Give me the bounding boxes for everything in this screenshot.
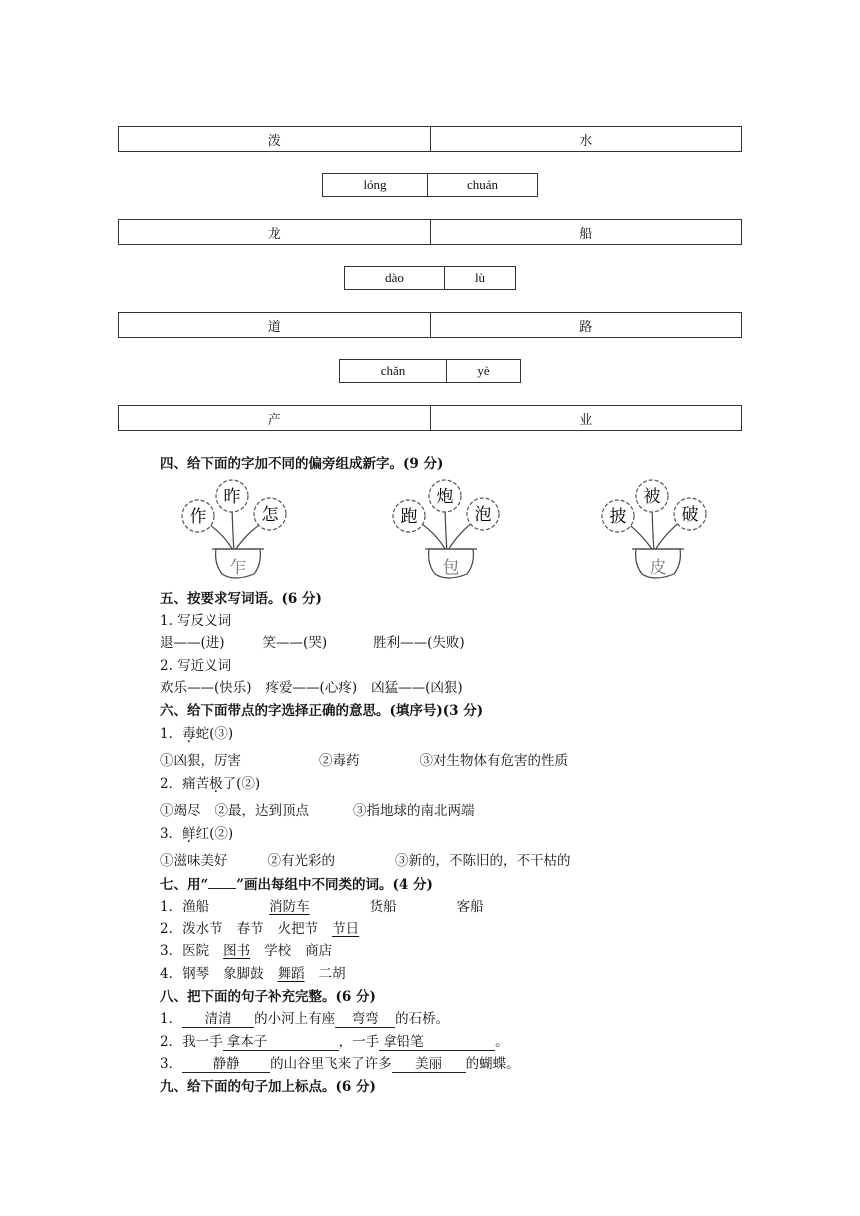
section-5-sub2: 2. 写近义词 (160, 658, 232, 674)
options-6-2: ①竭尽 ②最，达到顶点 ③指地球的南北两端 (160, 803, 475, 819)
sentence-8-1: 1． 清清 的小河上有座 弯弯 的石桥。 (160, 1011, 450, 1027)
flower-char: 昨 (223, 487, 241, 507)
char-cell: 泼 (267, 133, 281, 149)
flower-char: 作 (189, 507, 207, 527)
question-6-3: 3．鲜红(②) (160, 826, 234, 842)
pinyin-cell: chǎn (380, 363, 406, 378)
char-cell: 船 (430, 220, 742, 244)
pinyin-cell: lù (444, 267, 515, 289)
synonym-item: 凶猛——(凶狠) (371, 680, 463, 696)
fill-blank: 弯弯 (335, 1011, 395, 1028)
fill-blank: 美丽 (392, 1056, 466, 1073)
group-7-1: 1．渔船 消防车 货船 客船 (160, 899, 484, 915)
fill-blank: 清清 (182, 1011, 254, 1028)
char-cell: 道 (267, 319, 281, 335)
antonym-row (160, 633, 465, 653)
vase-base-char: 乍 (229, 558, 247, 578)
fill-blank: 拿铅笔 (379, 1034, 495, 1051)
vase-base-char: 包 (442, 558, 460, 578)
underlined-word: 节日 (332, 921, 360, 937)
dotted-char: 极 (209, 776, 223, 792)
flower-vase-3 (596, 476, 726, 586)
flower-vase-2 (387, 476, 517, 586)
char-cell: 产 (267, 412, 281, 428)
sentence-8-2: 2．我一手 拿本子 ，一手 拿铅笔 。 (160, 1034, 509, 1050)
pinyin-cell: chuán (427, 174, 537, 196)
options-6-3: ①滋味美好 ②有光彩的 ③新的，不陈旧的，不干枯的 (160, 853, 571, 869)
question-6-1: 1．毒蛇(③) (160, 726, 234, 742)
fill-blank: 拿本子 (223, 1034, 339, 1051)
underlined-word: 消防车 (269, 899, 310, 915)
char-box-row-1 (118, 126, 742, 152)
char-cell: 龙 (267, 226, 281, 242)
dotted-char: 鲜 (182, 826, 196, 842)
flower-char: 跑 (400, 507, 418, 527)
underlined-word: 舞蹈 (277, 966, 305, 982)
antonym-item: 退——(进) (160, 635, 225, 651)
pinyin-cell: lóng (363, 177, 387, 192)
dotted-char: 毒 (182, 726, 196, 742)
sentence-8-3: 3． 静静 的山谷里飞来了许多 美丽 的蝴蝶。 (160, 1056, 520, 1072)
section-4-title: 四、给下面的字加不同的偏旁组成新字。(9 分) (160, 456, 444, 472)
group-7-3: 3．医院 图书 学校 商店 (160, 943, 333, 959)
flower-vase-1 (172, 476, 302, 586)
group-7-2: 2．泼水节 春节 火把节 节日 (160, 921, 360, 937)
flower-char: 破 (681, 505, 699, 525)
antonym-item: 胜利——(失败) (373, 635, 465, 651)
pinyin-cell: dào (385, 270, 404, 285)
synonym-row (160, 678, 463, 698)
pinyin-cell: yè (446, 360, 520, 382)
char-box-row-2 (118, 219, 742, 245)
char-cell: 路 (430, 313, 742, 337)
synonym-item: 欢乐——(快乐) (160, 680, 252, 696)
char-cell: 业 (430, 406, 742, 430)
pinyin-box-row-3 (344, 266, 516, 290)
section-6-title: 六、给下面带点的字选择正确的意思。(填序号)(3 分) (160, 703, 484, 719)
vase-base-char: 皮 (649, 558, 667, 578)
flower-char: 泡 (474, 505, 492, 525)
char-box-row-3 (118, 312, 742, 338)
section-5-sub1: 1. 写反义词 (160, 613, 232, 629)
char-box-row-4 (118, 405, 742, 431)
section-9-title: 九、给下面的句子加上标点。(6 分) (160, 1079, 376, 1095)
synonym-item: 疼爱——(心疼) (265, 680, 358, 696)
char-cell: 水 (430, 127, 742, 151)
flower-char: 怎 (261, 505, 279, 525)
section-8-title: 八、把下面的句子补充完整。(6 分) (160, 989, 376, 1005)
underlined-word: 图书 (223, 943, 251, 959)
flower-char: 炮 (436, 487, 454, 507)
section-7-title: 七、用“ ”画出每组中不同类的词。(4 分) (160, 877, 433, 893)
flower-char: 被 (643, 487, 661, 507)
fill-blank: 静静 (182, 1056, 270, 1073)
options-6-1: ①凶狠，厉害 ②毒药 ③对生物体有危害的性质 (160, 753, 568, 769)
flower-char: 披 (609, 507, 627, 527)
pinyin-box-row-4 (339, 359, 521, 383)
group-7-4: 4．钢琴 象脚鼓 舞蹈 二胡 (160, 966, 346, 982)
question-6-2: 2．痛苦极了(②) (160, 776, 261, 792)
section-5-title: 五、按要求写词语。(6 分) (160, 591, 322, 607)
pinyin-box-row-2 (322, 173, 538, 197)
antonym-item: 笑——(哭) (262, 635, 328, 651)
